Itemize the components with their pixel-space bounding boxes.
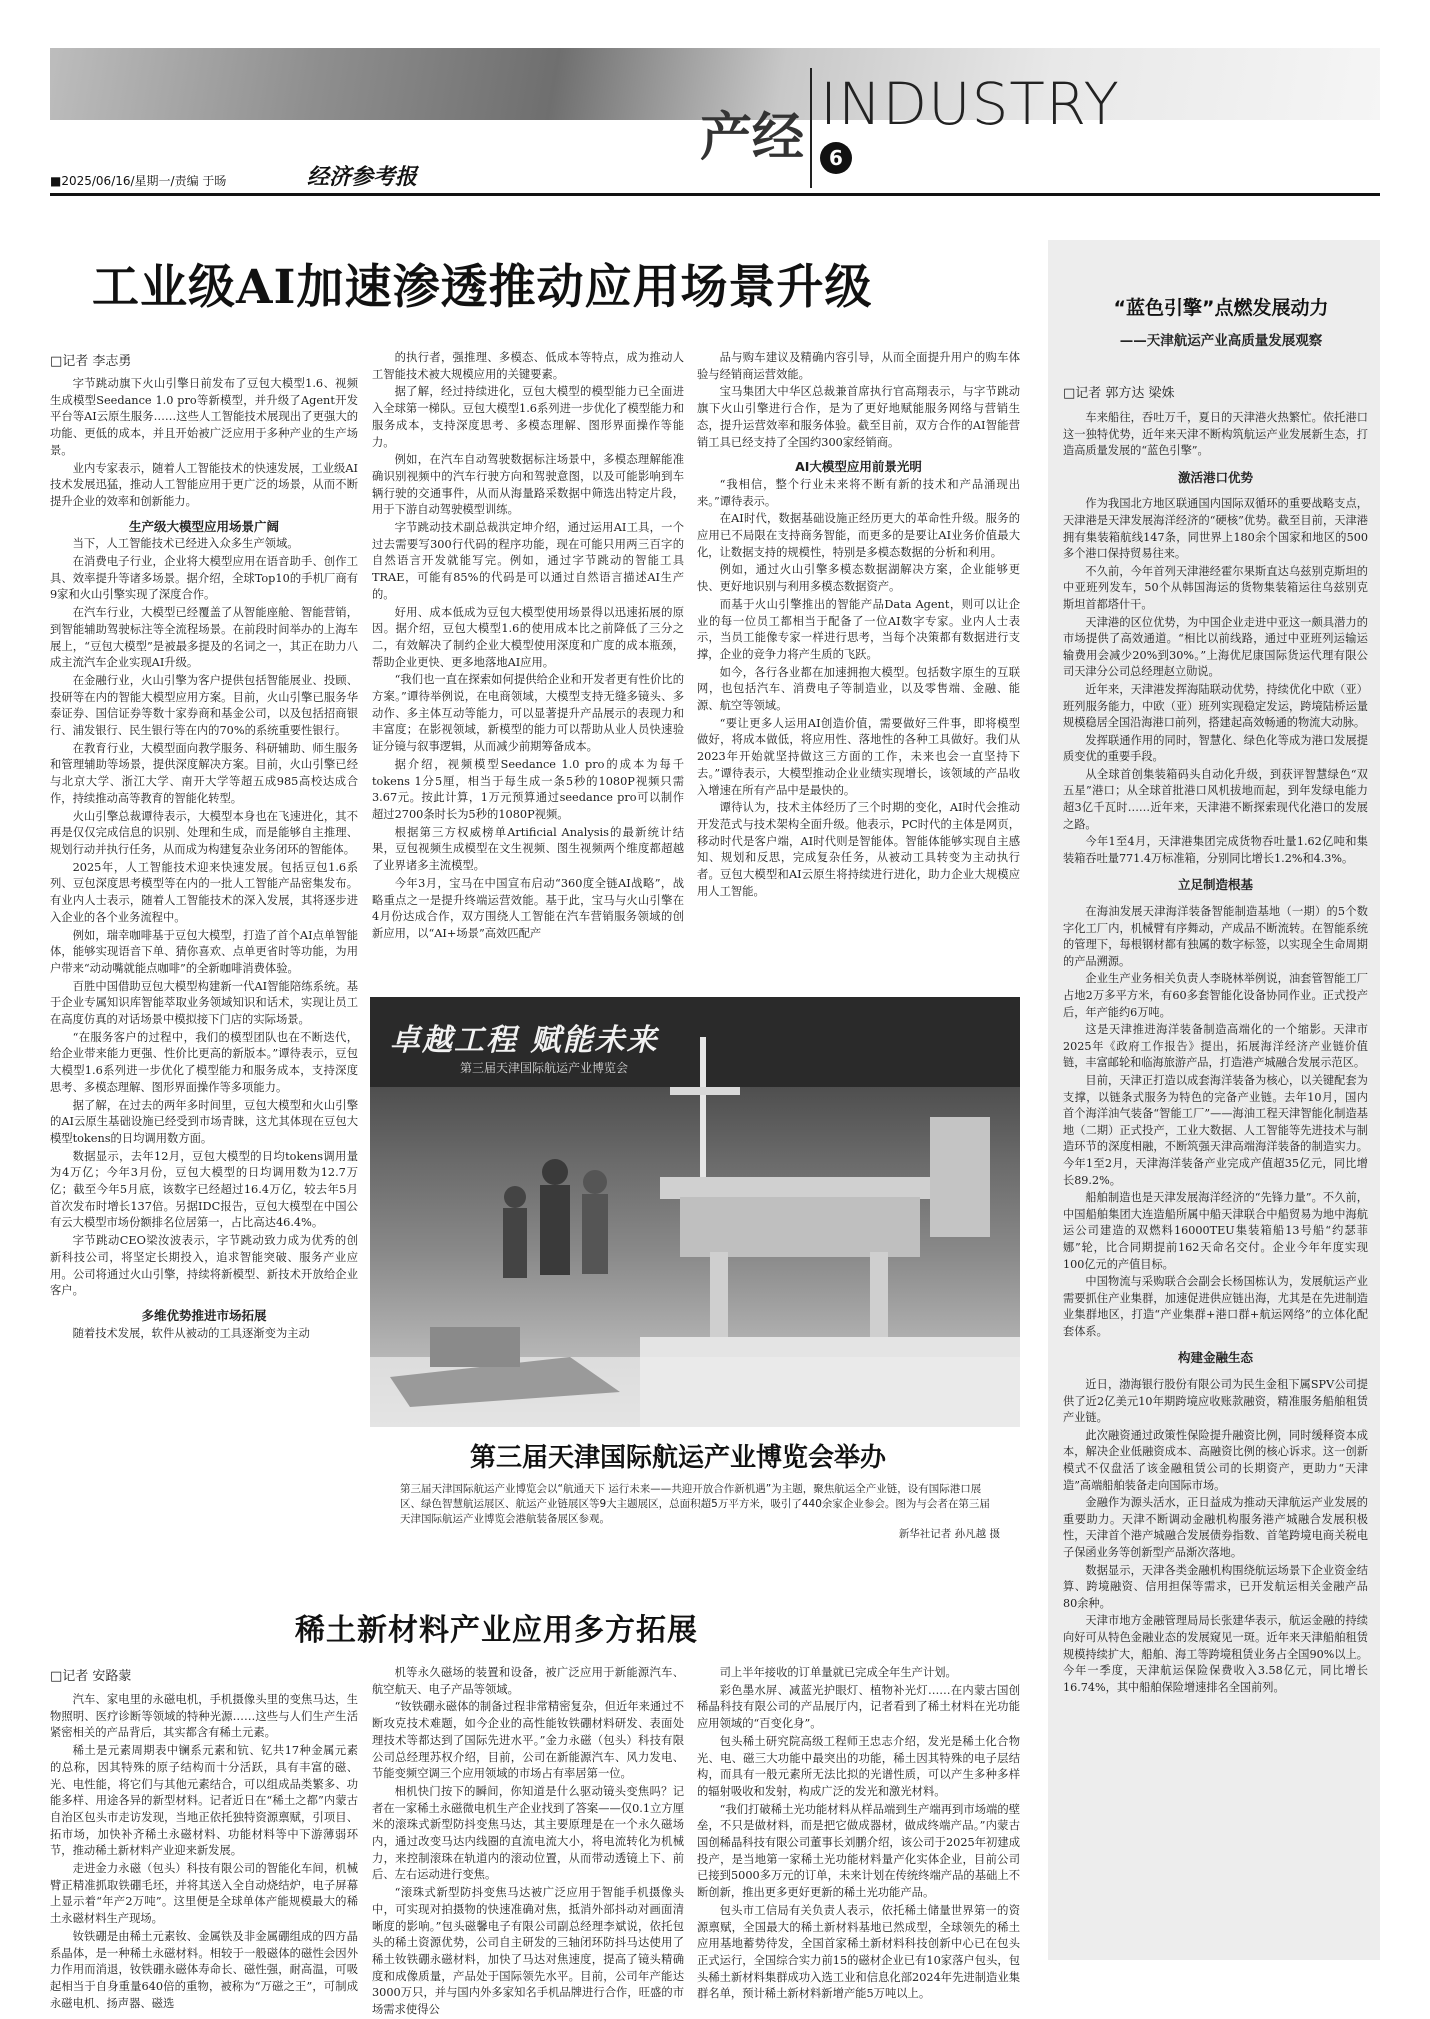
- masthead: [50, 40, 1380, 190]
- section-subhead: 激活港口优势: [1177, 469, 1253, 485]
- paragraph: 在汽车行业，大模型已经覆盖了从智能座舱、智能营销，到智能辅助驾驶标注等全流程场景。在前段时间举办的上海车展上，“豆包大模型”是被最多提及的名词之一，其正在助力八成主流汽车企业实现AI升级。: [50, 606, 358, 670]
- paragraph: 业内专家表示，随着人工智能技术的快速发展，工业级AI技术发展迅猛，推动人工智能应用于更广泛的场景，从而不断提升企业的效率和创新能力。: [50, 461, 358, 508]
- photo-caption: [400, 1482, 1000, 1542]
- paragraph: 根据第三方权威榜单Artificial Analysis的最新统计结果，豆包视频生成模型在文生视频、图生视频两个维度都超越了业界诸多主流模型。: [372, 825, 684, 873]
- paragraph: 天津市地方金融管理局局长张建华表示，航运金融的持续向好可从特色金融业态的发展窥见一斑。近年来天津船舶租赁规模持续扩大，船舶、海工等跨境租赁业务占全国90%以上。今年一季度，天津航运保险保费收入3.58亿元，同比增长16.74%，其中船舶保险增速排名全国前列。: [1063, 1614, 1368, 1694]
- paragraph: 好用、成本低成为豆包大模型使用场景得以迅速拓展的原因。据介绍，豆包大模型1.6的使用成本比之前降低了三分之二，有效解决了制约企业大模型使用深度和广度的成本瓶颈，帮助企业更快、更多地落地AI应用。: [372, 605, 684, 669]
- paragraph: 例如，通过火山引擎多模态数据湖解决方案，企业能够更快、更好地识别与利用多模态数据资产。: [697, 563, 1020, 594]
- article1-byline: □记者 李志勇: [50, 354, 132, 369]
- paragraph: 彩色墨水屏、减蓝光护眼灯、植物补光灯……在内蒙古国创稀晶科技有限公司的产品展厅内，记者看到了稀土材料在光功能应用领域的“百变化身”。: [697, 1683, 1020, 1731]
- paragraph: 据介绍，视频模型Seedance 1.0 pro的成本为每千tokens 1分5厘，相当于每生成一条5秒的1080P视频只需3.67元。按此计算，1万元预算通过seedance pro可以制作超过2700条时长为5秒的1080P视频。: [372, 757, 684, 821]
- paragraph: 在海油发展天津海洋装备智能制造基地（一期）的5个数字化工厂内，机械臂有序舞动，产成品不断流转。在智能系统的管理下，每根钢材都有独属的数字标签，以实现全生命周期的产品溯源。: [1063, 905, 1368, 968]
- paragraph: 随着技术发展，软件从被动的工具逐渐变为主动: [72, 1326, 310, 1340]
- section-subhead: 多维优势推进市场拓展: [141, 1307, 267, 1323]
- paragraph: 品与购车建议及精确内容引导，从而全面提升用户的购车体验与经销商运营效能。: [697, 351, 1020, 381]
- paragraph: 字节跳动CEO梁汝波表示，字节跳动致力成为优秀的创新科技公司，将坚定长期投入，追求智能突破、服务产业应用。公司将通过火山引擎，持续将新模型、新技术开放给企业客户。: [50, 1234, 358, 1298]
- section-title-en: INDUSTRY: [820, 70, 1120, 138]
- paragraph: 作为我国北方地区联通国内国际双循环的重要战略支点，天津港是天津发展海洋经济的“硬核”优势。截至目前，天津港拥有集装箱航线147条，同世界上180余个国家和地区的500多个港口保持贸易往来。: [1063, 497, 1368, 561]
- paragraph: 字节跳动旗下火山引擎日前发布了豆包大模型1.6、视频生成模型Seedance 1.0 pro等新模型，并升级了Agent开发平台等AI云原生服务……这些人工智能技术展现出了更强大的功能、更低的成本，并且开始被广泛应用于多种产业的生产场景。: [50, 377, 358, 457]
- paragraph: “我们打破稀土光功能材料从样品端到生产端再到市场端的壁垒，不只是做材料，而是把它做成器材，做成终端产品。”内蒙古国创稀晶科技有限公司董事长刘鹏介绍，该公司于2025年初建成投产，是当地第一家稀土光功能材料量产化实体企业，目前公司已接到5000多万元的订单，未来计划在传统终端产品的基础上不断创新，推出更多更好更新的稀土光功能产品。: [697, 1802, 1020, 1900]
- paragraph: 近日，渤海银行股份有限公司为民生金租下属SPV公司提供了近2亿美元10年期跨境应收账款融资，精准服务船舶租赁产业链。: [1063, 1378, 1368, 1425]
- paragraph: 例如，瑞幸咖啡基于豆包大模型，打造了首个AI点单智能体，能够实现语音下单、猜你喜欢、点单更省时等功能，为用户带来“动动嘴就能点咖啡”的全新咖啡消费体验。: [50, 928, 358, 975]
- article1-column-2: [372, 350, 684, 980]
- paragraph: 字节跳动技术副总裁洪定坤介绍，通过运用AI工具，一个过去需要写300行代码的程序功能，现在可能只用两三百字的自然语言开发就能写完。例如，通过字节跳动的智能工具TRAE，可能有85%的代码是可以通过自然语言描述AI生产的。: [372, 521, 684, 601]
- section-subhead: AI大模型应用前景光明: [795, 459, 922, 475]
- page-number-badge: 6: [820, 142, 852, 174]
- paragraph: 钕铁硼是由稀土元素钕、金属铁及非金属硼组成的四方晶系晶体，是一种稀土永磁材料。相较于一般磁体的磁性会因外力作用而消退，钕铁硼永磁体寿命长、磁性强，耐高温，可吸起相当于自身重量640倍的重物，被称为“万磁之王”，可制成永磁电机、扬声器、磁选: [50, 1929, 358, 2010]
- photo-caption-text: 第三届天津国际航运产业博览会以“航通天下 运行未来——共迎开放合作新机遇”为主题，聚焦航运全产业链，设有国际港口展区、绿色智慧航运展区、航运产业链展区等9大主题展区，总面积超5万平方米，吸引了440余家企业参会。图为与会者在第三届天津国际航运产业博览会港航装备展区参观。: [400, 1483, 990, 1525]
- paragraph: 天津港的区位优势，为中国企业走进中亚这一颇具潜力的市场提供了高效通道。“相比以前线路，通过中亚班列运输运输费用会减少20%到30%。”上海优尼康国际货运代理有限公司天津分公司总经理赵立勋说。: [1063, 615, 1368, 679]
- paragraph: 据了解，经过持续进化，豆包大模型的模型能力已全面进入全球第一梯队。豆包大模型1.6系列进一步优化了模型能力和服务成本，支持深度思考、多模态理解、图形界面操作等能力。: [372, 385, 684, 449]
- paragraph: 2025年，人工智能技术迎来快速发展。包括豆包1.6系列、豆包深度思考模型等在内的一批人工智能产品密集发布。有业内人士表示，随着人工智能技术的深入发展，其将逐步进入企业的各个业务流程中。: [50, 860, 358, 924]
- masthead-rule: [50, 193, 1380, 196]
- paragraph: 机等永久磁场的装置和设备，被广泛应用于新能源汽车、航空航天、电子产品等领域。: [372, 1666, 684, 1696]
- paragraph: 稀土是元素周期表中镧系元素和钪、钇共17种金属元素的总称，因其特殊的原子结构而十分活跃，具有丰富的磁、光、电性能，将它们与其他元素结合，可以组成品类繁多、功能多样、用途各异的新型材料。记者近日在“稀土之都”内蒙古自治区包头市走访发现，当地正依托独特资源禀赋，引项目、拓市场，加快补齐稀土永磁材料、功能材料等中下游薄弱环节，推动稀土新材料产业迎来新发展。: [50, 1744, 358, 1858]
- photo-credit: 新华社记者 孙凡越 摄: [898, 1528, 1000, 1540]
- article2-byline: □记者 安路蒙: [50, 1669, 132, 1684]
- paragraph: 包头稀土研究院高级工程师王忠志介绍，发光是稀土化合物光、电、磁三大功能中最突出的功能，稀土因其特殊的电子层结构，而具有一般元素所无法比拟的光谱性质，可以产生多种多样的辐射吸收和发射，构成广泛的发光和激光材料。: [697, 1734, 1020, 1798]
- article1-headline: 工业级AI加速渗透推动应用场景升级: [92, 260, 873, 315]
- paragraph: “滚珠式新型防抖变焦马达被广泛应用于智能手机摄像头中，可实现对拍摄物的快速准确对焦，抵消外部抖动对画面清晰度的影响。”包头磁馨电子有限公司副总经理李斌说，依托包头的稀土资源优势，公司自主研发的三轴闭环防抖马达使用了稀土钕铁硼永磁材料，加快了马达对焦速度，提高了镜头精确度和成像质量，产品处于国际领先水平。目前，公司年产能达3000万只，并与国内外多家知名手机品牌进行合作，旺盛的市场需求使得公: [372, 1886, 684, 2017]
- paragraph: 今年3月，宝马在中国宣布启动“360度全链AI战略”，战略重点之一是提升终端运营效能。基于此，宝马与火山引擎在4月份达成合作，双方围绕人工智能在汽车营销服务领域的创新应用，以“AI+场景”高效匹配产: [372, 876, 684, 940]
- paragraph: 相机快门按下的瞬间，你知道是什么驱动镜头变焦吗？记者在一家稀土永磁微电机生产企业找到了答案——仅0.1立方厘米的滚珠式新型防抖变焦马达，其主要原理是在一个永久磁场内，通过改变马达内线圈的直流电流大小，将电流转化为机械力，来控制滚珠在轨道内的滚动位置，从而带动透镜上下、前后、左右运动进行变焦。: [372, 1784, 684, 1882]
- paragraph: 目前，天津正打造以成套海洋装备为核心，以关键配套为支撑，以链条式服务为特色的完备产业链。去年10月，国内首个海洋油气装备“智能工厂”——海油工程天津智能化制造基地（二期）正式投产，工业大数据、人工智能等先进技术与制造环节的深度相融，不断筑强天津高端海洋装备的制造实力。今年1至2月，天津海洋装备产业完成产值超35亿元，同比增长89.2%。: [1063, 1073, 1368, 1187]
- paragraph: 的执行者，强推理、多模态、低成本等特点，成为推动人工智能技术被大规模应用的关键要素。: [372, 351, 684, 381]
- paragraph: 这是天津推进海洋装备制造高端化的一个缩影。天津市2025年《政府工作报告》提出，拓展海洋经济产业链价值链，丰富邮轮和临海旅游产品，打造港产城融合发展示范区。: [1063, 1023, 1368, 1070]
- paragraph: 企业生产业务相关负责人李晓林举例说，油套管智能工厂占地2万多平方米，有60多套智能化设备协同作业。正式投产后，年产能约6万吨。: [1063, 972, 1368, 1019]
- paragraph: “钕铁硼永磁体的制备过程非常精密复杂，但近年来通过不断攻克技术难题，如今企业的高性能钕铁硼材料研发、表面处理技术等都达到了国际先进水平。”金力永磁（包头）科技有限公司总经理苏权介绍，目前，公司在新能源汽车、风力发电、节能变频空调三个应用领域的市场占有率居第一位。: [372, 1700, 684, 1781]
- photo-caption-title: 第三届天津国际航运产业博览会举办: [470, 1443, 887, 1473]
- paragraph: “我相信，整个行业未来将不断有新的技术和产品涌现出来。”谭待表示。: [697, 477, 1020, 508]
- article2-column-1: [50, 1692, 358, 2010]
- paragraph: 从全球首创集装箱码头自动化升级，到获评智慧绿色“双五星”港口；从全球首批港口风机拔地而起，到年发绿电能力超3亿千瓦时……近年来，天津港不断探索现代化港口的发展之路。: [1063, 767, 1368, 831]
- paragraph: 发挥联通作用的同时，智慧化、绿色化等成为港口发展提质变优的重要手段。: [1063, 733, 1368, 764]
- masthead-divider: [810, 68, 812, 188]
- article2-column-3: [697, 1665, 1020, 2001]
- sidebar-title: “蓝色引擎”点燃发展动力: [1113, 297, 1329, 319]
- paragraph: 近年来，天津港发挥海陆联动优势，持续优化中欧（亚）班列服务能力，中欧（亚）班列实现稳定发运，跨境陆桥运量规模稳居全国沿海港口前列，搭建起高效畅通的物流大动脉。: [1063, 682, 1368, 730]
- paragraph: 在消费电子行业，企业将大模型应用在语音助手、创作工具、效率提升等诸多场景。据介绍，全球Top10的手机厂商有9家和火山引擎实现了深度合作。: [50, 555, 358, 602]
- paragraph: 今年1至4月，天津港集团完成货物吞吐量1.62亿吨和集装箱吞吐量771.4万标准箱，分别同比增长1.2%和4.3%。: [1063, 835, 1368, 865]
- section-subhead: 立足制造根基: [1177, 877, 1253, 893]
- dateline: ■2025/06/16/星期一/责编 于旸: [50, 174, 227, 188]
- sidebar-subtitle: ——天津航运产业高质量发展观察: [1119, 333, 1323, 349]
- paragraph: 例如，在汽车自动驾驶数据标注场景中，多模态理解能准确识别视频中的汽车行驶方向和驾驶意图，以及可能影响到车辆行驶的交通事件，从而从海量路采数据中筛选出特定片段，用于下游自动驾驶模型训练。: [372, 453, 684, 517]
- paragraph: 金融作为源头活水，正日益成为推动天津航运产业发展的重要助力。天津不断调动金融机构服务港产城融合发展积极性，天津首个港产城融合发展债券指数、首笔跨境电商关税电子保函业务等创新型产品渐次落地。: [1063, 1496, 1368, 1559]
- section-subhead: 构建金融生态: [1177, 1350, 1253, 1366]
- paragraph: 在金融行业，火山引擎为客户提供包括智能展业、投顾、投研等在内的智能大模型应用方案。目前，火山引擎已服务华泰证券、国信证券等数十家券商和基金公司，以及包括招商银行、浦发银行、民生银行等在内的70%的系统重要性银行。: [50, 673, 358, 738]
- paragraph: 在教育行业，大模型面向教学服务、科研辅助、师生服务和管理辅助等场景，提供深度解决方案。目前，火山引擎已经与北京大学、浙江大学、南开大学等超五成985高校达成合作，持续推动高等教育的智能化转型。: [50, 741, 358, 805]
- sidebar-column: [1063, 410, 1368, 1950]
- article1-column-3: [697, 350, 1020, 980]
- paragraph: 数据显示，天津各类金融机构围绕航运场景下企业资金结算、跨境融资、信用担保等需求，已开发航运相关金融产品80余种。: [1063, 1563, 1368, 1610]
- paragraph: “要让更多人运用AI创造价值，需要做好三件事，即将模型做好，将成本做低，将应用性、落地性的各种工具做好。我们从2023年开始就坚持做这三方面的工作，未来也会一直坚持下去。”谭待表示，大模型推动企业业绩实现增长，该领域的产品收入增速在所有产品中是最快的。: [697, 716, 1020, 797]
- paragraph: 数据显示，去年12月，豆包大模型的日均tokens调用量为4万亿；今年3月份，豆包大模型的日均调用数为12.7万亿；截至今年5月底，该数字已经超过16.4万亿，较去年5月首次发布时增长137倍。另据IDC报告，豆包大模型在中国公有云大模型市场份额排名位居第一，占比高达46.4%。: [50, 1149, 358, 1230]
- paragraph: 在AI时代，数据基础设施正经历更大的革命性升级。服务的应用已不局限在支持商务智能，而更多的是要让AI业务价值最大化，让数据支持的规模性，特别是多模态数据的分析和利用。: [697, 512, 1020, 559]
- paragraph: 司上半年接收的订单量就已完成全年生产计划。: [719, 1666, 957, 1679]
- paragraph: 据了解，在过去的两年多时间里，豆包大模型和火山引擎的AI云原生基础设施已经受到市场青睐，这尤其体现在豆包大模型tokens的日均调用数方面。: [50, 1098, 358, 1145]
- paragraph: 百胜中国借助豆包大模型构建新一代AI智能陪练系统。基于企业专属知识库智能萃取业务领域知识和话术，实现让员工在高度仿真的对话场景中模拟接下门店的实际场景。: [50, 979, 358, 1027]
- expo-photo: [370, 997, 1020, 1427]
- section-title-cn: 产经: [700, 107, 805, 168]
- paragraph: 汽车、家电里的永磁电机，手机摄像头里的变焦马达，生物照明、医疗诊断等领域的特种光源……这些与人们生产生活紧密相关的产品背后，其实都含有稀土元素。: [50, 1693, 358, 1740]
- paragraph: 而基于火山引擎推出的智能产品Data Agent，则可以让企业的每一位员工都相当于配备了一位AI数字专家。业内人士表示，当员工能像专家一样进行思考，当每个决策都有数据进行支撑，企业的竞争力将产生质的飞跃。: [697, 597, 1020, 661]
- paragraph: “在服务客户的过程中，我们的模型团队也在不断迭代，给企业带来能力更强、性价比更高的新版本。”谭待表示，豆包大模型1.6系列进一步优化了模型能力和服务成本，支持深度思考、多模态理解、图形界面操作等多项能力。: [50, 1030, 358, 1094]
- photo-overlay-title: 卓越工程 赋能未来: [390, 1023, 659, 1058]
- paragraph: 包头市工信局有关负责人表示，依托稀土储量世界第一的资源禀赋，全国最大的稀土新材料基地已然成型，全球领先的稀土应用基地蓄势待发，全国首家稀土新材料科技创新中心已在包头正式运行，全国综合实力前15的磁材企业已有10家落户包头，包头稀土新材料集群成功入选工业和信息化部2024年先进制造业集群名单，预计稀土新材料新增产能5万吨以上。: [697, 1903, 1020, 2001]
- section-subhead: 生产级大模型应用场景广阔: [128, 518, 279, 534]
- article1-column-1: [50, 376, 358, 1571]
- paragraph: 走进金力永磁（包头）科技有限公司的智能化车间，机械臂正精准抓取铁硼毛坯，并将其送入全自动烧结炉，电子屏幕上显示着“年产2万吨”。这里便是全球单体产能规模最大的稀土永磁材料生产现场。: [50, 1862, 358, 1926]
- paragraph: 火山引擎总裁谭待表示，大模型本身也在飞速进化，其不再是仅仅完成信息的识别、处理和生成，而是能够自主推理、规划行动并执行任务，从而成为构建复杂业务闭环的智能体。: [50, 809, 358, 856]
- paragraph: 宝马集团大中华区总裁兼首席执行官高翔表示，与字节跳动旗下火山引擎进行合作，是为了更好地赋能服务网络与营销生态，提升运营效率和服务体验。截至目前，双方合作的AI智能营销工具已经支持了全国约300家经销商。: [697, 385, 1020, 449]
- newspaper-logo: 经济参考报: [307, 164, 418, 190]
- paragraph: 船舶制造也是天津发展海洋经济的“先锋力量”。不久前，中国船舶集团大连造船所属中船天津联合中船贸易为地中海航运公司建造的双燃料16000TEU集装箱船13号船“约瑟菲娜”轮，比合同期提前162天命名交付。企业今年年度实现100亿元的产值目标。: [1063, 1191, 1368, 1271]
- paragraph: 如今，各行各业都在加速拥抱大模型。包括数字原生的互联网，也包括汽车、消费电子等制造业，以及零售端、金融、能源、航空等领域。: [697, 665, 1020, 713]
- article2-headline: 稀土新材料产业应用多方拓展: [295, 1613, 698, 1648]
- paragraph: 不久前，今年首列天津港经霍尔果斯直达乌兹别克斯坦的中亚班列发车，50个从韩国海运的货物集装箱运往乌兹别克斯坦首都塔什干。: [1063, 564, 1368, 611]
- paragraph: “我们也一直在探索如何提供给企业和开发者更有性价比的方案。”谭待举例说，在电商领域，大模型支持无缝多镜头、多动作、多主体互动等能力，可以显著提升产品展示的表现力和丰富度；在影视领域，新模型的能力可以帮助从业人员快速验证分镜与叙事逻辑，从而减少前期筹备成本。: [372, 673, 684, 754]
- paragraph: 车来船往，吞吐万千，夏日的天津港火热繁忙。依托港口这一独特优势，近年来天津不断构筑航运产业发展新生态，打造高质量发展的“蓝色引擎”。: [1063, 411, 1368, 458]
- sidebar-byline: □记者 郭方达 梁姝: [1063, 386, 1175, 401]
- paragraph: 谭待认为，技术主体经历了三个时期的变化，AI时代会推动开发范式与技术架构全面升级。他表示，PC时代的主体是网页，移动时代是客户端，AI时代则是智能体。智能体能够实现自主感知、规划和反思，完成复杂任务，从被动工具转变为主动执行者。豆包大模型和AI云原生将持续进行进化，助力企业大规模应用人工智能。: [697, 801, 1020, 898]
- photo-overlay-subtitle: 第三届天津国际航运产业博览会: [460, 1061, 629, 1075]
- paragraph: 当下，人工智能技术已经进入众多生产领域。: [72, 537, 299, 551]
- article2-column-2: [372, 1665, 684, 2017]
- paragraph: 中国物流与采购联合会副会长杨国栋认为，发展航运产业需要抓住产业集群，加速促进供应链出海，尤其是在先进制造业集群地区，打造“产业集群+港口群+航运网络”的立体化配套体系。: [1063, 1275, 1368, 1338]
- paragraph: 此次融资通过政策性保险提升融资比例，同时缓释资本成本，解决企业低融资成本、高融资比例的核心诉求。这一创新模式不仅盘活了该金融租赁公司的长期资产，更助力“天津造”高端船舶装备走向国际市场。: [1063, 1428, 1368, 1492]
